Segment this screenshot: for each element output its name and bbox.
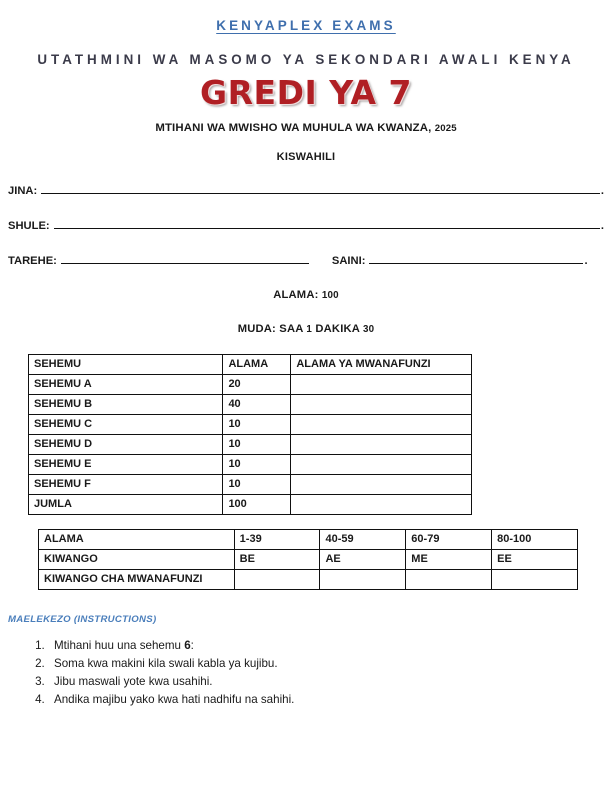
- instruction-text-4: Andika majibu yako kwa hati nadhifu na sahihi.: [54, 693, 295, 707]
- table-total-row: [29, 495, 472, 515]
- organization-heading: UTATHMINI WA MASOMO YA SEKONDARI AWALI KENYA: [37, 52, 575, 67]
- exam-title-text: MTIHANI WA MWISHO WA MUHULA WA KWANZA,: [155, 122, 432, 134]
- student-marks-cell[interactable]: [291, 455, 472, 475]
- section-marks: 10: [223, 475, 291, 495]
- mark-range: 40-59: [320, 530, 406, 550]
- mark-range: 1-39: [234, 530, 320, 550]
- list-item: [48, 673, 294, 691]
- instruction-text-3: Jibu maswali yote kwa usahihi.: [54, 675, 213, 689]
- total-marks-label: ALAMA:: [273, 289, 319, 301]
- section-name: SEHEMU E: [29, 455, 223, 475]
- student-marks-cell[interactable]: [291, 395, 472, 415]
- duration-line: [0, 323, 612, 335]
- level-code: EE: [492, 550, 578, 570]
- marks-allocation-table: [28, 354, 472, 515]
- section-marks: 20: [223, 375, 291, 395]
- student-marks-cell[interactable]: [291, 475, 472, 495]
- date-label: TAREHE:: [8, 255, 57, 267]
- table-row: [29, 475, 472, 495]
- brand-link-row: [0, 17, 612, 35]
- performance-levels-table: [38, 529, 578, 590]
- col-header-section: SEHEMU: [29, 355, 223, 375]
- student-level-cell[interactable]: [320, 570, 406, 590]
- section-name: SEHEMU B: [29, 395, 223, 415]
- student-marks-cell[interactable]: [291, 435, 472, 455]
- student-total-cell[interactable]: [291, 495, 472, 515]
- signature-terminator: .: [584, 255, 588, 267]
- section-name: SEHEMU C: [29, 415, 223, 435]
- section-marks: 10: [223, 455, 291, 475]
- kenyaplex-exams-link[interactable]: KENYAPLEX EXAMS: [216, 18, 396, 33]
- col-header-student-marks: ALAMA YA MWANAFUNZI: [291, 355, 472, 375]
- table-row: [29, 455, 472, 475]
- date-input-line[interactable]: [61, 252, 309, 264]
- duration-minutes: 30: [362, 324, 375, 335]
- mark-range: 60-79: [406, 530, 492, 550]
- levels-student-row: [39, 570, 578, 590]
- student-marks-cell[interactable]: [291, 375, 472, 395]
- signature-input-line[interactable]: [369, 252, 583, 264]
- student-level-cell[interactable]: [234, 570, 320, 590]
- signature-label: SAINI:: [331, 255, 366, 267]
- duration-hours: 1: [306, 324, 313, 335]
- table-row: [29, 435, 472, 455]
- section-name: SEHEMU D: [29, 435, 223, 455]
- instructions-heading: MAELEKEZO (INSTRUCTIONS): [8, 614, 157, 625]
- list-item: [48, 655, 294, 673]
- student-level-cell[interactable]: [492, 570, 578, 590]
- exam-year: 2025: [434, 123, 457, 134]
- grade-title: GREDI YA 7: [200, 73, 412, 112]
- school-field-row: [8, 217, 604, 232]
- name-terminator: .: [600, 185, 604, 197]
- section-name: SEHEMU F: [29, 475, 223, 495]
- student-level-cell[interactable]: [406, 570, 492, 590]
- section-marks: 40: [223, 395, 291, 415]
- school-input-line[interactable]: [54, 217, 600, 229]
- levels-grade-row: [39, 550, 578, 570]
- exam-cover-page: [0, 17, 612, 809]
- level-code: AE: [320, 550, 406, 570]
- exam-title-line: [0, 122, 612, 134]
- table-row: [29, 395, 472, 415]
- name-label: JINA:: [8, 185, 38, 197]
- section-name: SEHEMU A: [29, 375, 223, 395]
- subject-heading: KISWAHILI: [276, 151, 336, 163]
- school-terminator: .: [600, 220, 604, 232]
- duration-label: MUDA: SAA: [237, 323, 304, 335]
- total-marks-line: [0, 289, 612, 301]
- list-item: [48, 691, 294, 709]
- name-input-line[interactable]: [41, 182, 600, 194]
- instruction-text-1: Mtihani huu una sehemu 6:: [54, 639, 194, 652]
- total-marks: 100: [223, 495, 291, 515]
- col-header-marks: ALAMA: [223, 355, 291, 375]
- level-code: ME: [406, 550, 492, 570]
- student-marks-cell[interactable]: [291, 415, 472, 435]
- instructions-list: [22, 637, 294, 709]
- level-code: BE: [234, 550, 320, 570]
- levels-marks-row: [39, 530, 578, 550]
- instruction-text-2: Soma kwa makini kila swali kabla ya kujibu.: [54, 657, 278, 671]
- levels-row-label: KIWANGO CHA MWANAFUNZI: [39, 570, 235, 590]
- section-marks: 10: [223, 435, 291, 455]
- table-row: [29, 415, 472, 435]
- total-label: JUMLA: [29, 495, 223, 515]
- levels-row-label: ALAMA: [39, 530, 235, 550]
- table-row: [29, 375, 472, 395]
- levels-row-label: KIWANGO: [39, 550, 235, 570]
- school-label: SHULE:: [8, 220, 50, 232]
- list-item: [48, 637, 294, 655]
- duration-minutes-label: DAKIKA: [315, 323, 360, 335]
- table-header-row: [29, 355, 472, 375]
- date-signature-row: [8, 252, 604, 267]
- section-marks: 10: [223, 415, 291, 435]
- total-marks-value: 100: [321, 290, 339, 301]
- candidate-fields: [0, 182, 612, 267]
- mark-range: 80-100: [492, 530, 578, 550]
- name-field-row: [8, 182, 604, 197]
